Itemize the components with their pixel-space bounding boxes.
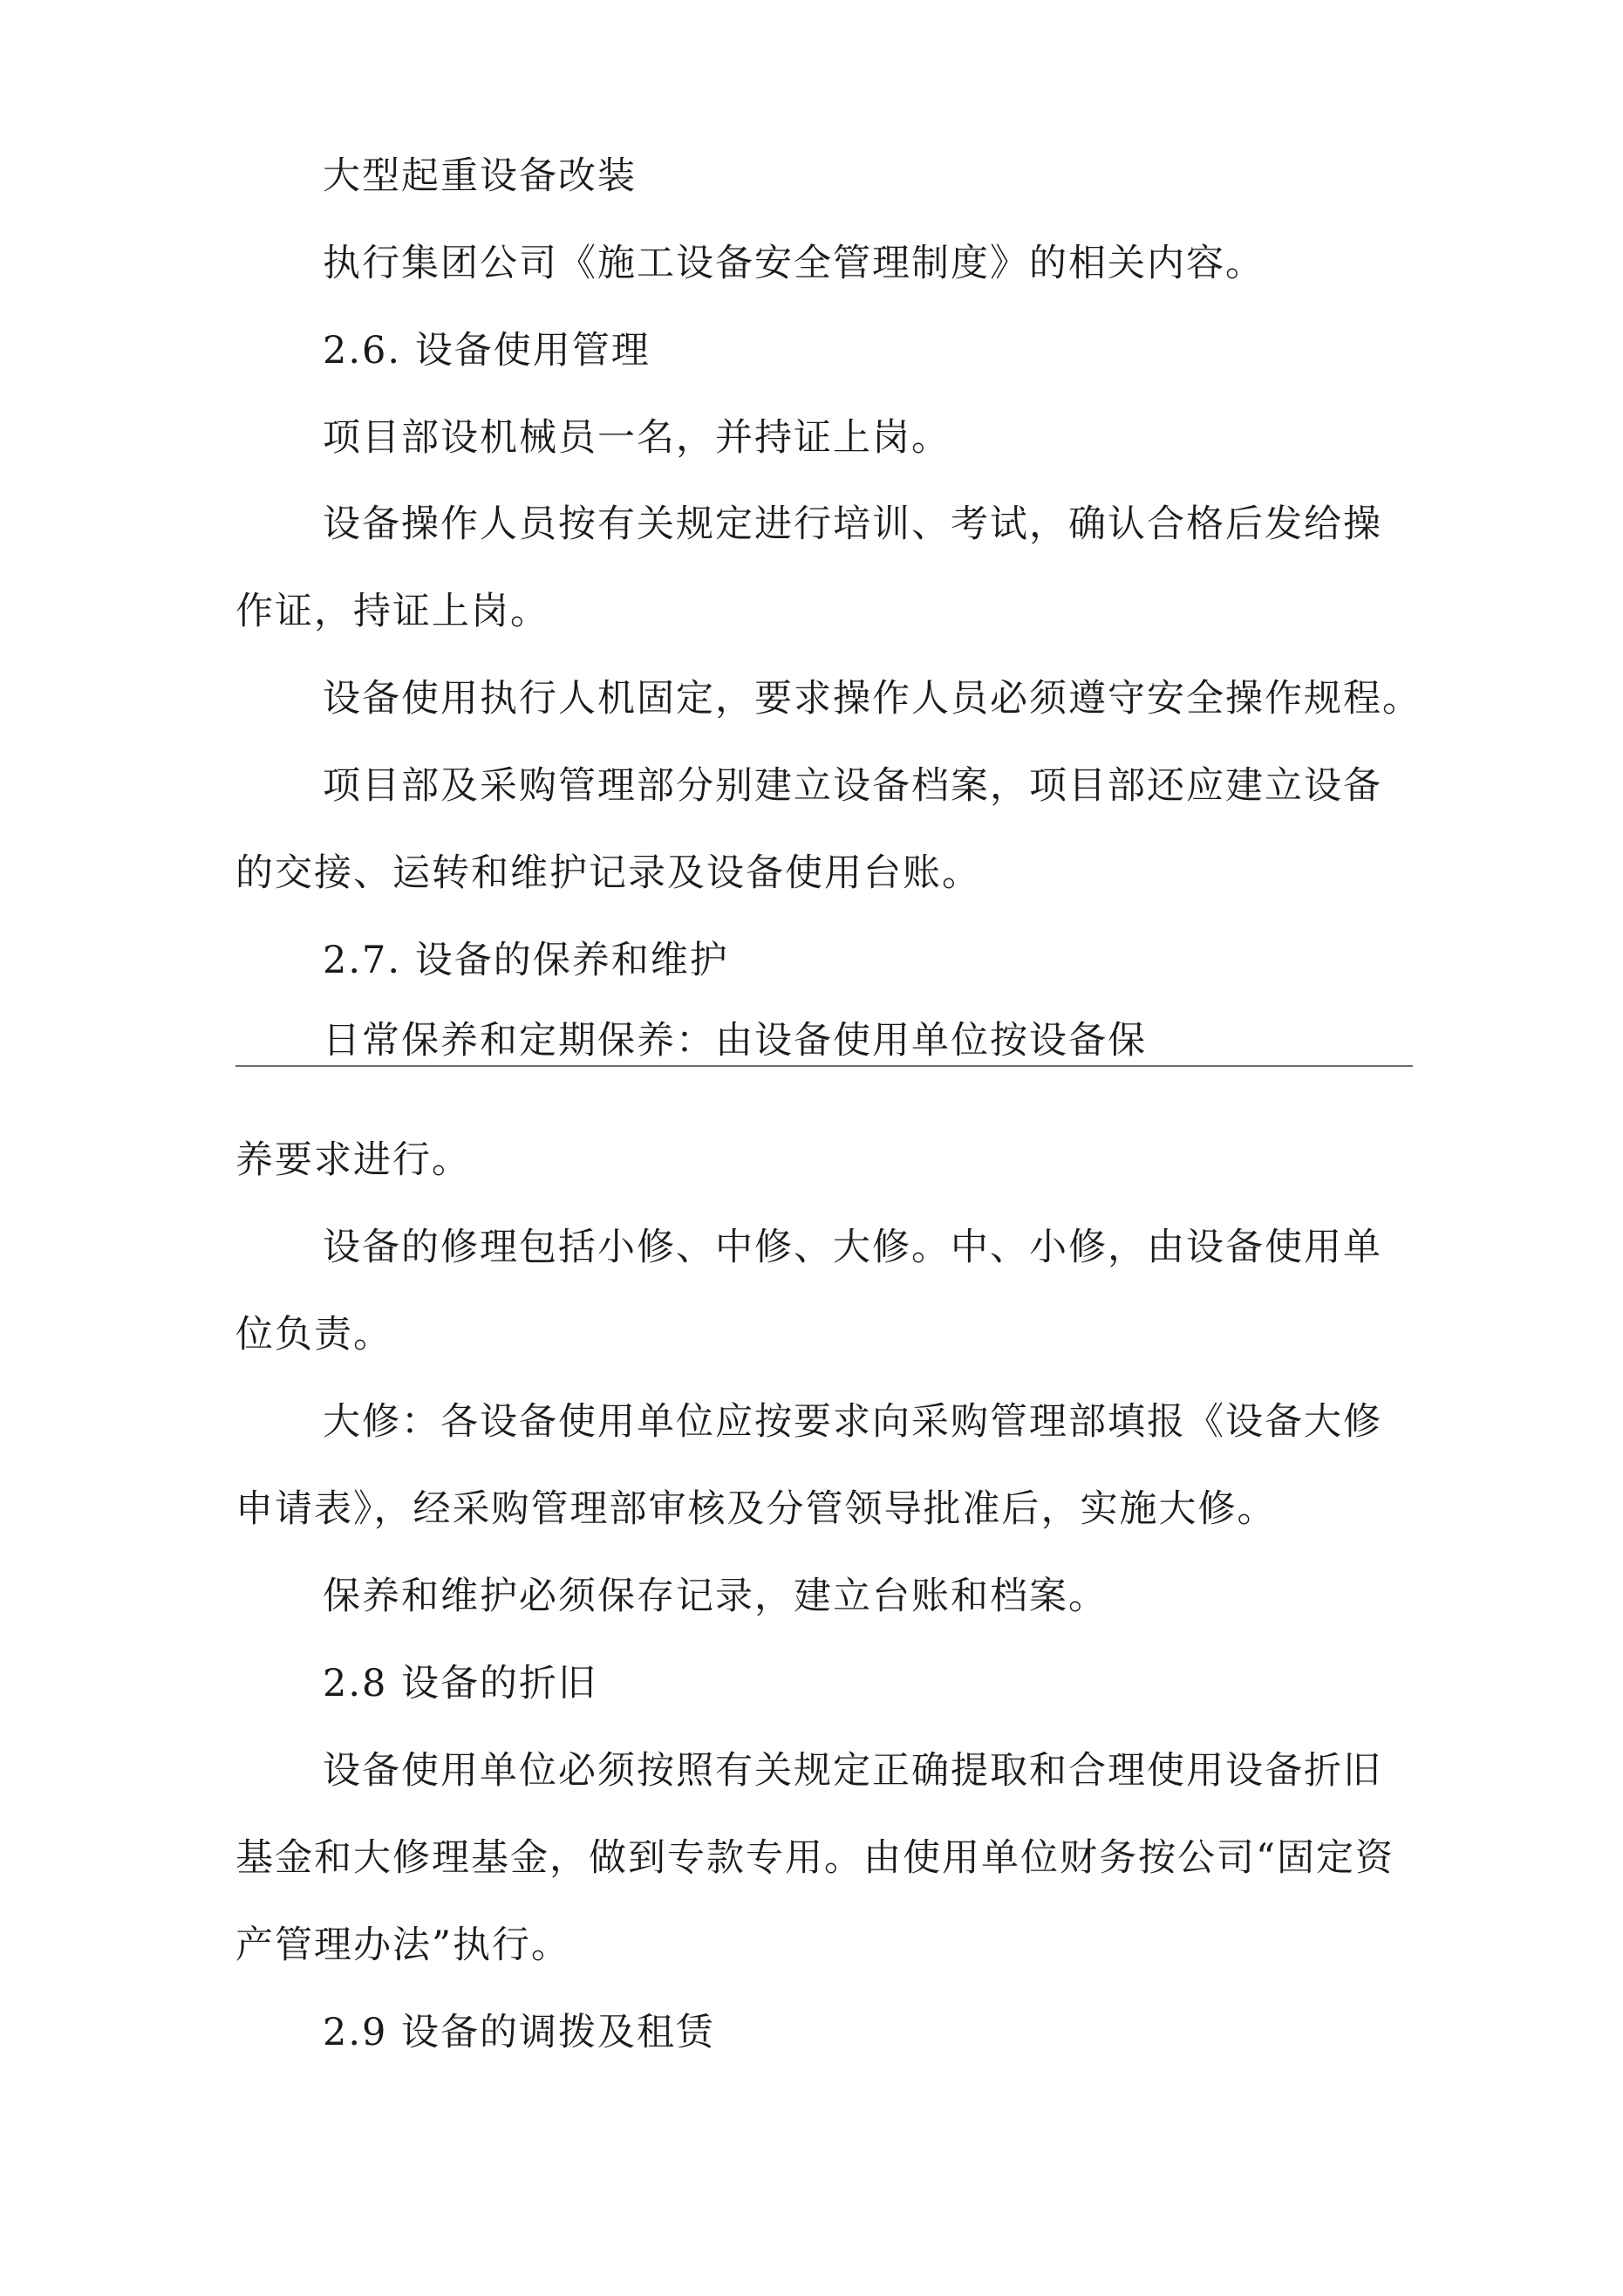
paragraph-line: 执行集团公司《施工设备安全管理制度》的相关内容。 (323, 242, 1265, 285)
section-heading-2-7: 2.7. 设备的保养和维护 (323, 939, 729, 982)
paragraph-line: 基金和大修理基金，做到专款专用。由使用单位财务按公司“固定资 (235, 1836, 1395, 1880)
paragraph-line: 产管理办法”执行。 (235, 1924, 570, 1967)
paragraph-line: 作证，持证上岗。 (235, 590, 549, 633)
section-heading-2-6: 2.6. 设备使用管理 (323, 329, 651, 372)
section-heading-2-8: 2.8 设备的折旧 (323, 1662, 598, 1705)
paragraph-line: 养要求进行。 (235, 1138, 471, 1182)
paragraph-line: 设备使用执行人机固定，要求操作人员必须遵守安全操作规程。 (323, 677, 1422, 721)
paragraph-line: 位负责。 (235, 1313, 392, 1356)
paragraph-line: 设备的修理包括小修、中修、大修。中、小修，由设备使用单 (323, 1226, 1382, 1269)
paragraph-line: 日常保养和定期保养：由设备使用单位按设备保 (323, 1019, 1147, 1063)
paragraph-line: 项目部设机械员一名，并持证上岗。 (323, 416, 951, 460)
section-heading-2-9: 2.9 设备的调拨及租赁 (323, 2011, 716, 2054)
page-divider (235, 1065, 1413, 1067)
paragraph-line: 设备操作人员按有关规定进行培训、考试，确认合格后发给操 (323, 502, 1382, 546)
paragraph-line: 设备使用单位必须按照有关规定正确提取和合理使用设备折旧 (323, 1749, 1382, 1793)
paragraph-line: 大修：各设备使用单位应按要求向采购管理部填报《设备大修 (323, 1400, 1382, 1444)
paragraph-line: 申请表》，经采购管理部审核及分管领导批准后，实施大修。 (235, 1487, 1277, 1531)
paragraph-line: 项目部及采购管理部分别建立设备档案，项目部还应建立设备 (323, 764, 1382, 808)
paragraph-line: 保养和维护必须保存记录，建立台账和档案。 (323, 1575, 1108, 1618)
paragraph-line: 大型起重设备改装 (323, 154, 637, 198)
paragraph-line: 的交接、运转和维护记录及设备使用台账。 (235, 851, 981, 895)
